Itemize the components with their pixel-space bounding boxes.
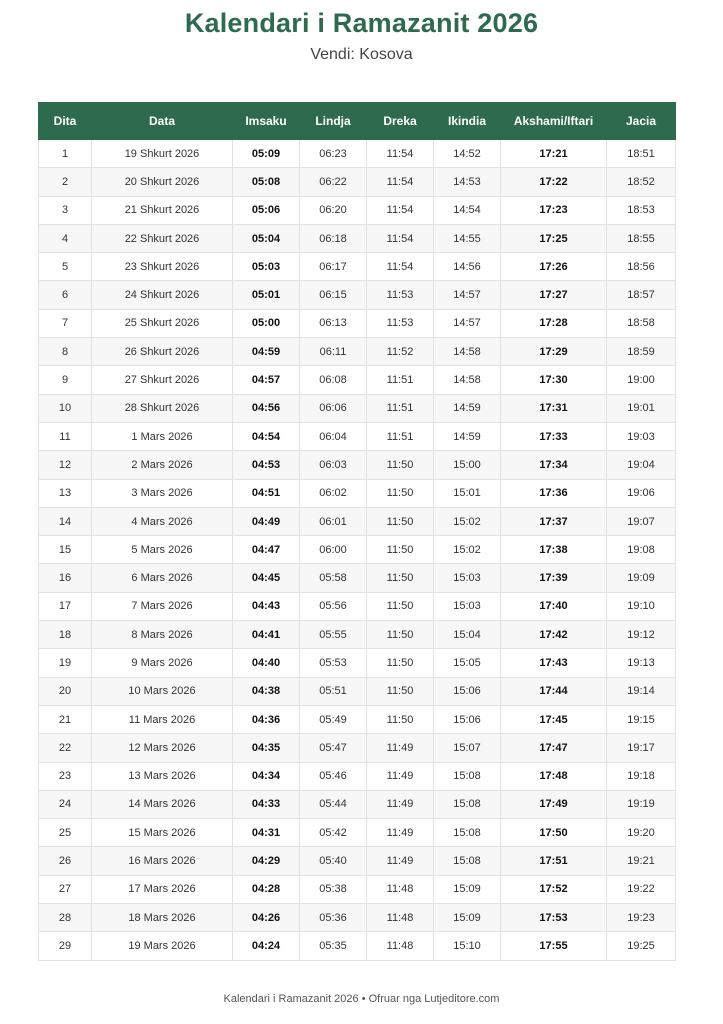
- table-row: [39, 621, 676, 649]
- cell-dhuhr: 11:50: [367, 507, 434, 535]
- cell-sunrise: 06:02: [300, 479, 367, 507]
- column-header-dhuhr: Dreka: [367, 103, 434, 140]
- cell-date: 20 Shkurt 2026: [92, 168, 233, 196]
- cell-isha: 18:56: [607, 253, 676, 281]
- table-row: [39, 847, 676, 875]
- table-body: [39, 140, 676, 961]
- table-row: [39, 196, 676, 224]
- table-row: [39, 705, 676, 733]
- cell-isha: 19:06: [607, 479, 676, 507]
- cell-asr: 14:56: [434, 253, 501, 281]
- cell-asr: 15:00: [434, 451, 501, 479]
- table-row: [39, 140, 676, 168]
- cell-sunrise: 05:47: [300, 734, 367, 762]
- cell-iftar: 17:38: [501, 536, 607, 564]
- cell-asr: 15:04: [434, 621, 501, 649]
- cell-day: 10: [39, 394, 92, 422]
- cell-sunrise: 06:03: [300, 451, 367, 479]
- cell-asr: 14:57: [434, 281, 501, 309]
- cell-imsak: 04:51: [233, 479, 300, 507]
- ramadan-calendar-table: [38, 102, 676, 961]
- table-row: [39, 479, 676, 507]
- cell-day: 18: [39, 621, 92, 649]
- cell-dhuhr: 11:50: [367, 451, 434, 479]
- cell-imsak: 05:00: [233, 309, 300, 337]
- cell-isha: 18:58: [607, 309, 676, 337]
- column-header-asr: Ikindia: [434, 103, 501, 140]
- cell-imsak: 04:35: [233, 734, 300, 762]
- cell-iftar: 17:36: [501, 479, 607, 507]
- cell-dhuhr: 11:50: [367, 621, 434, 649]
- table-row: [39, 875, 676, 903]
- cell-date: 4 Mars 2026: [92, 507, 233, 535]
- cell-iftar: 17:40: [501, 592, 607, 620]
- cell-dhuhr: 11:49: [367, 790, 434, 818]
- cell-imsak: 04:36: [233, 705, 300, 733]
- cell-asr: 15:08: [434, 790, 501, 818]
- cell-day: 3: [39, 196, 92, 224]
- table-row: [39, 366, 676, 394]
- cell-dhuhr: 11:54: [367, 196, 434, 224]
- cell-asr: 15:08: [434, 762, 501, 790]
- cell-day: 8: [39, 338, 92, 366]
- cell-iftar: 17:30: [501, 366, 607, 394]
- cell-iftar: 17:25: [501, 224, 607, 252]
- cell-day: 27: [39, 875, 92, 903]
- cell-isha: 19:23: [607, 904, 676, 932]
- cell-dhuhr: 11:49: [367, 734, 434, 762]
- cell-iftar: 17:45: [501, 705, 607, 733]
- table-row: [39, 309, 676, 337]
- cell-day: 12: [39, 451, 92, 479]
- cell-isha: 19:10: [607, 592, 676, 620]
- cell-date: 21 Shkurt 2026: [92, 196, 233, 224]
- cell-date: 13 Mars 2026: [92, 762, 233, 790]
- cell-sunrise: 06:17: [300, 253, 367, 281]
- cell-iftar: 17:50: [501, 819, 607, 847]
- cell-asr: 15:06: [434, 677, 501, 705]
- cell-dhuhr: 11:52: [367, 338, 434, 366]
- cell-day: 9: [39, 366, 92, 394]
- cell-sunrise: 05:40: [300, 847, 367, 875]
- cell-imsak: 04:59: [233, 338, 300, 366]
- cell-day: 16: [39, 564, 92, 592]
- cell-dhuhr: 11:48: [367, 904, 434, 932]
- cell-isha: 19:07: [607, 507, 676, 535]
- cell-iftar: 17:34: [501, 451, 607, 479]
- column-header-sunrise: Lindja: [300, 103, 367, 140]
- cell-date: 26 Shkurt 2026: [92, 338, 233, 366]
- cell-date: 15 Mars 2026: [92, 819, 233, 847]
- cell-sunrise: 05:35: [300, 932, 367, 960]
- cell-sunrise: 06:08: [300, 366, 367, 394]
- cell-day: 22: [39, 734, 92, 762]
- cell-isha: 19:15: [607, 705, 676, 733]
- table-row: [39, 422, 676, 450]
- cell-dhuhr: 11:49: [367, 762, 434, 790]
- table-row: [39, 281, 676, 309]
- cell-iftar: 17:29: [501, 338, 607, 366]
- cell-iftar: 17:42: [501, 621, 607, 649]
- cell-date: 8 Mars 2026: [92, 621, 233, 649]
- cell-sunrise: 06:06: [300, 394, 367, 422]
- cell-dhuhr: 11:54: [367, 168, 434, 196]
- cell-iftar: 17:48: [501, 762, 607, 790]
- cell-date: 22 Shkurt 2026: [92, 224, 233, 252]
- cell-isha: 19:01: [607, 394, 676, 422]
- table-row: [39, 253, 676, 281]
- table-row: [39, 507, 676, 535]
- cell-dhuhr: 11:50: [367, 479, 434, 507]
- cell-imsak: 05:08: [233, 168, 300, 196]
- cell-iftar: 17:39: [501, 564, 607, 592]
- cell-asr: 15:02: [434, 536, 501, 564]
- table-row: [39, 451, 676, 479]
- cell-asr: 15:05: [434, 649, 501, 677]
- cell-asr: 14:53: [434, 168, 501, 196]
- cell-iftar: 17:21: [501, 140, 607, 168]
- cell-date: 19 Mars 2026: [92, 932, 233, 960]
- cell-isha: 19:04: [607, 451, 676, 479]
- cell-day: 11: [39, 422, 92, 450]
- cell-day: 6: [39, 281, 92, 309]
- cell-iftar: 17:33: [501, 422, 607, 450]
- cell-sunrise: 05:46: [300, 762, 367, 790]
- cell-date: 19 Shkurt 2026: [92, 140, 233, 168]
- cell-date: 17 Mars 2026: [92, 875, 233, 903]
- cell-sunrise: 05:44: [300, 790, 367, 818]
- cell-date: 24 Shkurt 2026: [92, 281, 233, 309]
- cell-iftar: 17:55: [501, 932, 607, 960]
- cell-asr: 15:09: [434, 875, 501, 903]
- table-row: [39, 790, 676, 818]
- cell-asr: 15:09: [434, 904, 501, 932]
- cell-day: 20: [39, 677, 92, 705]
- cell-day: 15: [39, 536, 92, 564]
- cell-isha: 18:57: [607, 281, 676, 309]
- cell-isha: 18:51: [607, 140, 676, 168]
- cell-dhuhr: 11:48: [367, 875, 434, 903]
- cell-isha: 19:19: [607, 790, 676, 818]
- cell-date: 11 Mars 2026: [92, 705, 233, 733]
- cell-imsak: 04:45: [233, 564, 300, 592]
- cell-asr: 15:08: [434, 847, 501, 875]
- cell-sunrise: 06:20: [300, 196, 367, 224]
- cell-iftar: 17:27: [501, 281, 607, 309]
- cell-imsak: 04:31: [233, 819, 300, 847]
- cell-dhuhr: 11:50: [367, 564, 434, 592]
- cell-date: 10 Mars 2026: [92, 677, 233, 705]
- table-row: [39, 932, 676, 960]
- cell-dhuhr: 11:54: [367, 253, 434, 281]
- table-row: [39, 592, 676, 620]
- cell-sunrise: 05:56: [300, 592, 367, 620]
- table-row: [39, 536, 676, 564]
- column-header-day: Dita: [39, 103, 92, 140]
- cell-iftar: 17:23: [501, 196, 607, 224]
- cell-isha: 19:09: [607, 564, 676, 592]
- column-header-imsak: Imsaku: [233, 103, 300, 140]
- cell-iftar: 17:47: [501, 734, 607, 762]
- cell-isha: 19:14: [607, 677, 676, 705]
- cell-imsak: 05:09: [233, 140, 300, 168]
- cell-day: 2: [39, 168, 92, 196]
- cell-dhuhr: 11:53: [367, 309, 434, 337]
- cell-asr: 14:59: [434, 422, 501, 450]
- cell-dhuhr: 11:54: [367, 224, 434, 252]
- cell-day: 7: [39, 309, 92, 337]
- cell-sunrise: 06:15: [300, 281, 367, 309]
- cell-isha: 19:12: [607, 621, 676, 649]
- cell-imsak: 04:34: [233, 762, 300, 790]
- cell-date: 14 Mars 2026: [92, 790, 233, 818]
- table-row: [39, 649, 676, 677]
- cell-asr: 14:52: [434, 140, 501, 168]
- cell-imsak: 04:54: [233, 422, 300, 450]
- cell-day: 17: [39, 592, 92, 620]
- cell-asr: 14:58: [434, 338, 501, 366]
- cell-asr: 15:01: [434, 479, 501, 507]
- cell-imsak: 04:29: [233, 847, 300, 875]
- cell-date: 25 Shkurt 2026: [92, 309, 233, 337]
- cell-date: 27 Shkurt 2026: [92, 366, 233, 394]
- cell-sunrise: 06:11: [300, 338, 367, 366]
- cell-sunrise: 06:13: [300, 309, 367, 337]
- cell-dhuhr: 11:49: [367, 847, 434, 875]
- cell-sunrise: 05:42: [300, 819, 367, 847]
- cell-sunrise: 05:55: [300, 621, 367, 649]
- cell-dhuhr: 11:51: [367, 394, 434, 422]
- cell-iftar: 17:28: [501, 309, 607, 337]
- cell-day: 29: [39, 932, 92, 960]
- cell-day: 19: [39, 649, 92, 677]
- cell-sunrise: 06:18: [300, 224, 367, 252]
- cell-asr: 14:59: [434, 394, 501, 422]
- cell-imsak: 04:33: [233, 790, 300, 818]
- cell-dhuhr: 11:51: [367, 366, 434, 394]
- page-title: Kalendari i Ramazanit 2026: [184, 8, 539, 38]
- page-subtitle: Vendi: Kosova: [310, 46, 413, 63]
- table-row: [39, 734, 676, 762]
- cell-iftar: 17:49: [501, 790, 607, 818]
- cell-iftar: 17:31: [501, 394, 607, 422]
- cell-iftar: 17:51: [501, 847, 607, 875]
- cell-imsak: 04:28: [233, 875, 300, 903]
- header-row: [39, 103, 676, 140]
- cell-imsak: 04:24: [233, 932, 300, 960]
- table-header: [39, 103, 676, 140]
- cell-asr: 15:10: [434, 932, 501, 960]
- cell-sunrise: 05:53: [300, 649, 367, 677]
- cell-imsak: 04:47: [233, 536, 300, 564]
- cell-date: 2 Mars 2026: [92, 451, 233, 479]
- cell-asr: 14:58: [434, 366, 501, 394]
- cell-imsak: 04:26: [233, 904, 300, 932]
- cell-asr: 15:06: [434, 705, 501, 733]
- cell-iftar: 17:52: [501, 875, 607, 903]
- cell-iftar: 17:53: [501, 904, 607, 932]
- column-header-iftar: Akshami/Iftari: [501, 103, 607, 140]
- cell-dhuhr: 11:53: [367, 281, 434, 309]
- cell-imsak: 04:56: [233, 394, 300, 422]
- table-row: [39, 338, 676, 366]
- column-header-date: Data: [92, 103, 233, 140]
- cell-imsak: 04:53: [233, 451, 300, 479]
- cell-day: 5: [39, 253, 92, 281]
- cell-dhuhr: 11:51: [367, 422, 434, 450]
- cell-iftar: 17:44: [501, 677, 607, 705]
- cell-day: 13: [39, 479, 92, 507]
- cell-imsak: 05:03: [233, 253, 300, 281]
- cell-sunrise: 05:49: [300, 705, 367, 733]
- cell-imsak: 05:01: [233, 281, 300, 309]
- cell-isha: 18:52: [607, 168, 676, 196]
- cell-imsak: 04:49: [233, 507, 300, 535]
- cell-day: 28: [39, 904, 92, 932]
- column-header-isha: Jacia: [607, 103, 676, 140]
- cell-date: 12 Mars 2026: [92, 734, 233, 762]
- cell-day: 1: [39, 140, 92, 168]
- cell-asr: 15:03: [434, 564, 501, 592]
- cell-isha: 18:53: [607, 196, 676, 224]
- cell-isha: 19:21: [607, 847, 676, 875]
- cell-day: 25: [39, 819, 92, 847]
- cell-isha: 19:00: [607, 366, 676, 394]
- cell-date: 5 Mars 2026: [92, 536, 233, 564]
- cell-dhuhr: 11:49: [367, 819, 434, 847]
- cell-sunrise: 06:01: [300, 507, 367, 535]
- cell-date: 23 Shkurt 2026: [92, 253, 233, 281]
- cell-date: 9 Mars 2026: [92, 649, 233, 677]
- cell-imsak: 04:43: [233, 592, 300, 620]
- cell-iftar: 17:43: [501, 649, 607, 677]
- table-row: [39, 168, 676, 196]
- cell-asr: 14:55: [434, 224, 501, 252]
- cell-imsak: 05:06: [233, 196, 300, 224]
- cell-day: 23: [39, 762, 92, 790]
- table-row: [39, 904, 676, 932]
- cell-date: 7 Mars 2026: [92, 592, 233, 620]
- cell-isha: 19:20: [607, 819, 676, 847]
- cell-sunrise: 06:23: [300, 140, 367, 168]
- cell-asr: 14:54: [434, 196, 501, 224]
- cell-iftar: 17:26: [501, 253, 607, 281]
- table-row: [39, 819, 676, 847]
- cell-sunrise: 06:04: [300, 422, 367, 450]
- cell-iftar: 17:22: [501, 168, 607, 196]
- table-row: [39, 394, 676, 422]
- cell-day: 14: [39, 507, 92, 535]
- cell-day: 24: [39, 790, 92, 818]
- cell-asr: 15:07: [434, 734, 501, 762]
- table-row: [39, 677, 676, 705]
- cell-dhuhr: 11:50: [367, 536, 434, 564]
- cell-sunrise: 05:38: [300, 875, 367, 903]
- cell-date: 18 Mars 2026: [92, 904, 233, 932]
- cell-date: 16 Mars 2026: [92, 847, 233, 875]
- cell-imsak: 04:40: [233, 649, 300, 677]
- cell-isha: 19:03: [607, 422, 676, 450]
- cell-isha: 19:13: [607, 649, 676, 677]
- cell-sunrise: 06:00: [300, 536, 367, 564]
- cell-imsak: 04:38: [233, 677, 300, 705]
- page-footer: Kalendari i Ramazanit 2026 • Ofruar nga Lutjeditore.com: [223, 993, 500, 1005]
- cell-day: 26: [39, 847, 92, 875]
- cell-asr: 15:03: [434, 592, 501, 620]
- cell-sunrise: 05:51: [300, 677, 367, 705]
- cell-isha: 18:55: [607, 224, 676, 252]
- cell-dhuhr: 11:50: [367, 649, 434, 677]
- cell-sunrise: 05:58: [300, 564, 367, 592]
- cell-isha: 19:18: [607, 762, 676, 790]
- table-row: [39, 762, 676, 790]
- table-row: [39, 224, 676, 252]
- cell-dhuhr: 11:50: [367, 677, 434, 705]
- cell-dhuhr: 11:54: [367, 140, 434, 168]
- cell-dhuhr: 11:48: [367, 932, 434, 960]
- cell-date: 1 Mars 2026: [92, 422, 233, 450]
- cell-asr: 15:08: [434, 819, 501, 847]
- cell-dhuhr: 11:50: [367, 592, 434, 620]
- cell-imsak: 04:57: [233, 366, 300, 394]
- cell-dhuhr: 11:50: [367, 705, 434, 733]
- table-row: [39, 564, 676, 592]
- cell-imsak: 05:04: [233, 224, 300, 252]
- cell-asr: 15:02: [434, 507, 501, 535]
- cell-date: 3 Mars 2026: [92, 479, 233, 507]
- cell-day: 21: [39, 705, 92, 733]
- cell-isha: 19:17: [607, 734, 676, 762]
- cell-isha: 18:59: [607, 338, 676, 366]
- cell-day: 4: [39, 224, 92, 252]
- cell-isha: 19:25: [607, 932, 676, 960]
- cell-asr: 14:57: [434, 309, 501, 337]
- cell-sunrise: 06:22: [300, 168, 367, 196]
- cell-date: 6 Mars 2026: [92, 564, 233, 592]
- cell-isha: 19:08: [607, 536, 676, 564]
- cell-imsak: 04:41: [233, 621, 300, 649]
- cell-date: 28 Shkurt 2026: [92, 394, 233, 422]
- cell-iftar: 17:37: [501, 507, 607, 535]
- cell-sunrise: 05:36: [300, 904, 367, 932]
- cell-isha: 19:22: [607, 875, 676, 903]
